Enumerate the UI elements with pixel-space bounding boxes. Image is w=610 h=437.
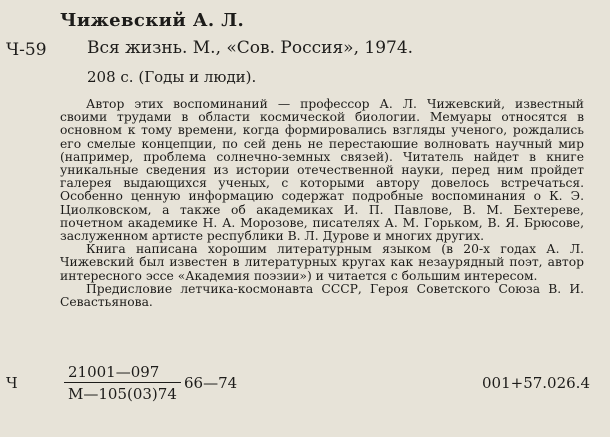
udc-classification: 001+57.026.4 bbox=[482, 374, 590, 392]
annotation bbox=[60, 98, 584, 309]
pages-line: 208 с. (Годы и люди). bbox=[87, 68, 257, 86]
annotation-paragraph: Предисловие летчика-космонавта СССР, Героя Советского Союза В. И. Севастьянова. bbox=[60, 281, 584, 310]
classification-fraction bbox=[64, 363, 181, 403]
annotation-paragraph: Книга написана хорошим литературным языком (в 20-х годах А. Л. Чижевский был известен в литературных кругах как незаурядный поэт, автор интересного эссе «Академия поэзии») и читается с большим интересом. bbox=[60, 242, 584, 283]
annotation-paragraph: Автор этих воспоминаний — профессор А. Л. Чижевский, известный своими трудами в области космической биологии. Мемуары относятся в основном к тому времени, когда формировались взгляды ученого, рождались его смелые концепции, по сей день не перестаюшие волновать научный мир (например, проблема солнечно-земных связей). Читатель найдет в книге уникальные сведения из истории отечественной науки, перед ним пройдет галерея выдающихся ученых, с которыми автору довелось встречаться. Особенно ценную информацию содержат подробные воспоминания о К. Э. Циолковском, а также об академиках И. П. Павлове, В. М. Бехтереве, почетном академике Н. А. Морозове, писателях А. М. Горьком, В. Я. Брюсове, заслуженном артисте республики В. Л. Дурове и многих других. bbox=[60, 97, 584, 244]
author-name: Чижевский А. Л. bbox=[60, 10, 245, 31]
fraction-denominator: М—105(03)74 bbox=[68, 385, 177, 403]
fraction-numerator: 21001—097 bbox=[64, 363, 181, 383]
title-line: Вся жизнь. М., «Сов. Россия», 1974. bbox=[87, 38, 414, 58]
shelf-code: Ч-59 bbox=[6, 40, 47, 60]
classification-prefix: Ч bbox=[6, 374, 18, 392]
fraction-suffix: 66—74 bbox=[184, 374, 238, 392]
